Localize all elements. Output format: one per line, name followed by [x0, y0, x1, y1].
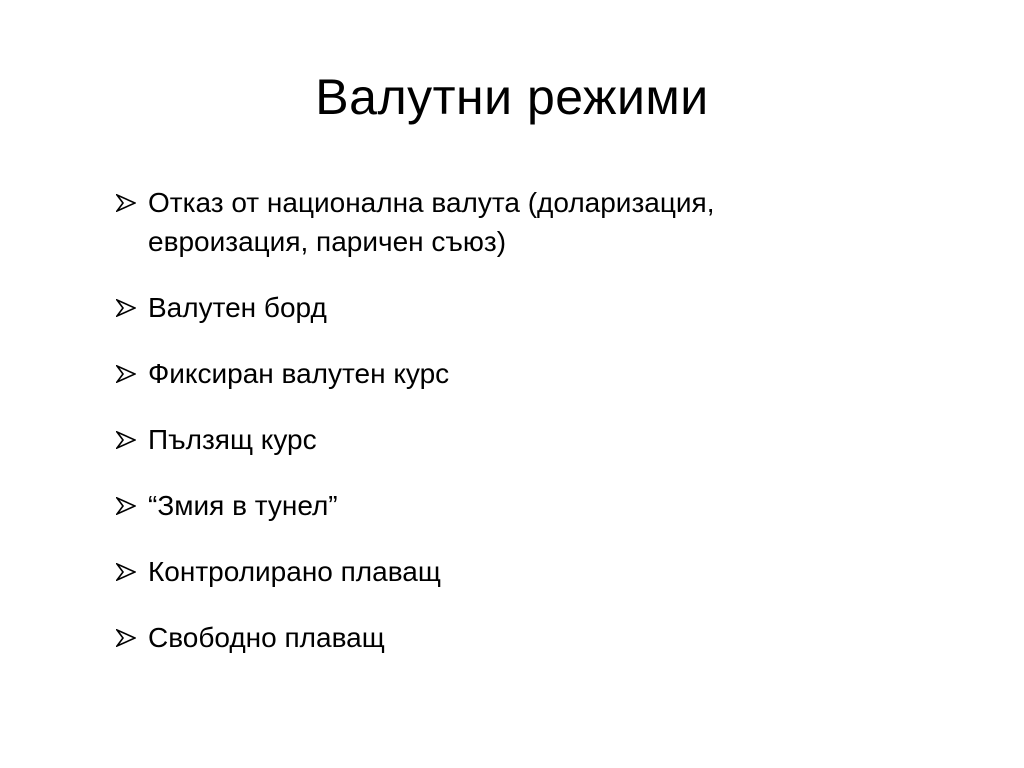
list-item-text: Контролирано плаващ — [148, 556, 441, 587]
list-item — [116, 183, 876, 261]
list-item — [116, 420, 876, 459]
list-item-text: “Змия в тунел” — [148, 490, 338, 521]
arrow-bullet-icon — [116, 563, 136, 581]
list-item — [116, 552, 876, 591]
arrow-bullet-icon — [116, 194, 136, 212]
list-item-text: Свободно плаващ — [148, 622, 385, 653]
arrow-bullet-icon — [116, 431, 136, 449]
list-item — [116, 354, 876, 393]
list-item — [116, 288, 876, 327]
arrow-bullet-icon — [116, 629, 136, 647]
list-item-text: Пълзящ курс — [148, 424, 317, 455]
list-item-text: Отказ от национална валута (доларизация, евроизация, паричен съюз) — [148, 187, 715, 257]
arrow-bullet-icon — [116, 299, 136, 317]
list-item — [116, 486, 876, 525]
arrow-bullet-icon — [116, 365, 136, 383]
list-item-text: Валутен борд — [148, 292, 327, 323]
bullet-list — [116, 183, 876, 684]
arrow-bullet-icon — [116, 497, 136, 515]
slide-title: Валутни режими — [315, 69, 709, 125]
list-item-text: Фиксиран валутен курс — [148, 358, 450, 389]
list-item — [116, 618, 876, 657]
